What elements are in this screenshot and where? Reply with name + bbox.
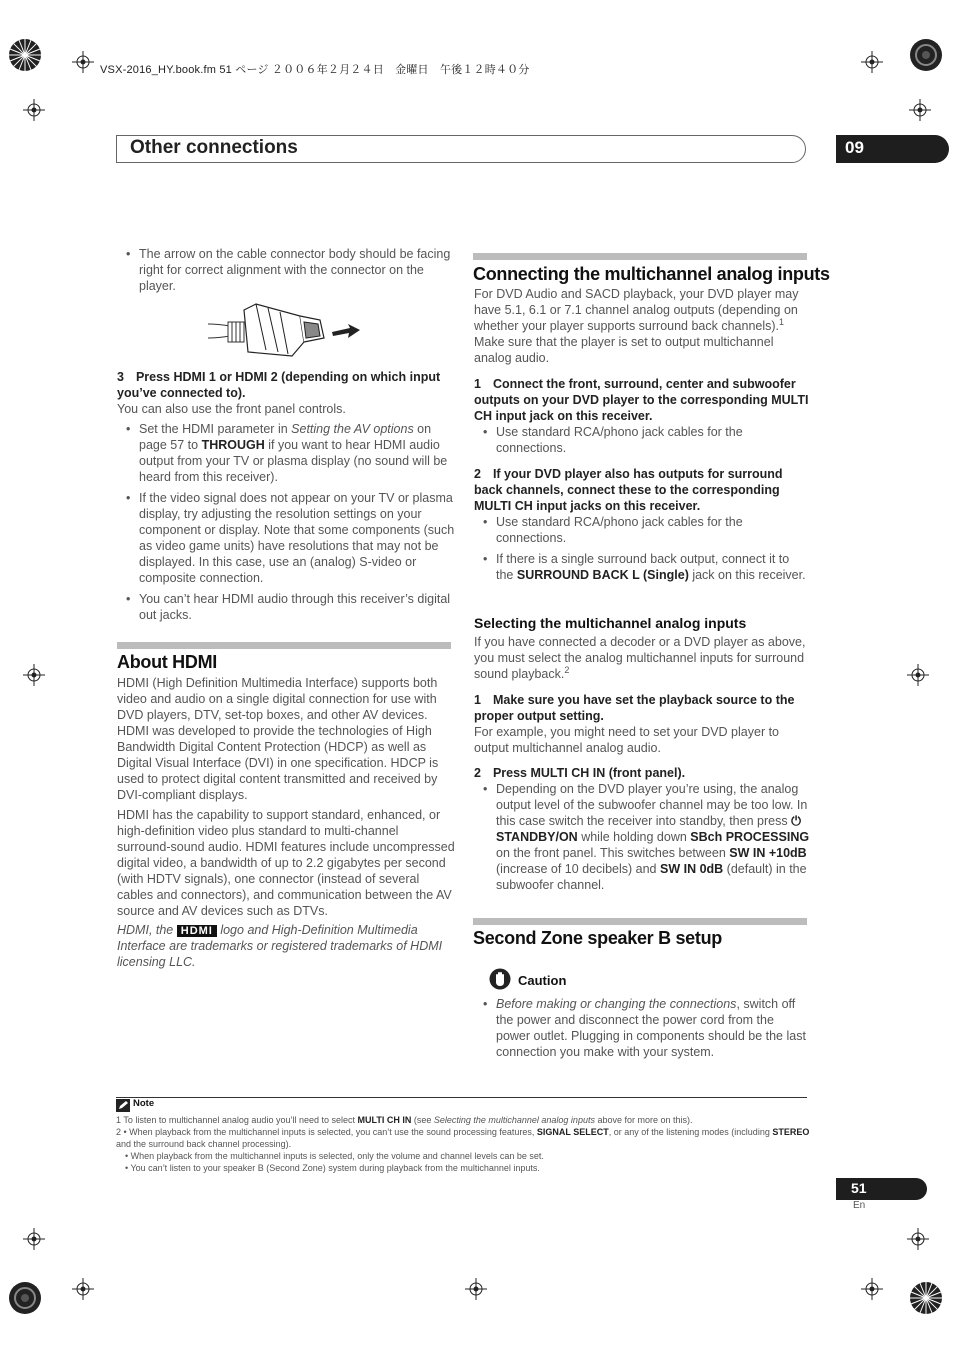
step-text: If your DVD player also has outputs for surround back channels, connect these to the corresponding MULTI CH input jacks on this receiver. bbox=[474, 467, 783, 513]
step-3-body: You can also use the front panel controls. bbox=[117, 402, 346, 416]
select-step-2 bbox=[474, 765, 810, 781]
text: For DVD Audio and SACD playback, your DVD player may have 5.1, 6.1 or 7.1 channel analog outputs (depending on whether your player supports surround back channels). bbox=[474, 287, 799, 333]
step-number: 1 bbox=[474, 377, 481, 391]
arrow-bullet: • The arrow on the cable connector body should be facing right for correct alignment with the connector on the player. bbox=[117, 246, 455, 294]
about-paragraph-1: HDMI (High Definition Multimedia Interface) supports both video and audio on a single digital connection for use with DVD players, DTV, set-top boxes, and other AV devices. HDMI was developed to provide the technologies of High Bandwidth Digital Content Protection (HDCP) as well as Digital Visual Interface (DVI) in one specification. HDCP is used to protect digital content transmitted and received by DVI-compliant displays. bbox=[117, 676, 439, 802]
step-number: 3 bbox=[117, 370, 124, 384]
caution-hand-icon bbox=[489, 968, 511, 990]
feature-name: STEREO bbox=[772, 1127, 810, 1137]
text: if you want to hear HDMI audio output from your TV or plasma display (no sound will be heard from this receiver). bbox=[139, 438, 448, 484]
selecting-heading: Selecting the multichannel analog inputs bbox=[474, 615, 747, 631]
caution-bullet bbox=[474, 996, 810, 1060]
text: (default) in the subwoofer channel. bbox=[496, 862, 807, 892]
step-number: 2 bbox=[474, 467, 481, 481]
page-number: 51 bbox=[851, 1180, 867, 1196]
crosshair-mark-icon bbox=[465, 1278, 487, 1300]
crosshair-mark-icon bbox=[909, 99, 931, 121]
registration-sunburst-icon bbox=[909, 1281, 943, 1315]
text: , switch off the power and disconnect the power cord from the power outlet. Plugging in components should be the last connection you make with your system. bbox=[496, 997, 806, 1059]
crosshair-mark-icon bbox=[72, 51, 94, 73]
hdmi-logo: HDMI bbox=[177, 925, 217, 937]
crosshair-mark-icon bbox=[861, 51, 883, 73]
caution-text bbox=[474, 996, 810, 1060]
select-step-1 bbox=[474, 692, 810, 724]
crosshair-mark-icon bbox=[861, 1278, 883, 1300]
section-rule bbox=[473, 253, 807, 260]
about-paragraph-2: HDMI has the capability to support standard, enhanced, or high-definition video plus standard to multi-channel surround-sound audio. HDMI features include uncompressed digital video, a bandwidth of up to 2.2 gigabytes per second (with HDTV signals), one connector (instead of several cables and connectors), and communication between the AV source and AV devices such as DTVs. bbox=[117, 808, 455, 918]
note-pencil-icon bbox=[116, 1099, 130, 1112]
note-label: Note bbox=[133, 1098, 155, 1109]
text: , or any of the listening modes (including bbox=[608, 1127, 773, 1137]
footnote-ref: 2 bbox=[564, 664, 570, 675]
footnotes bbox=[116, 1114, 816, 1174]
text: 2 • When playback from the multichannel inputs is selected, you can’t use the sound processing features, bbox=[116, 1127, 537, 1137]
select-step-1-body: For example, you might need to set your DVD player to output multichannel analog audio. bbox=[474, 725, 780, 755]
text: If you have connected a decoder or a DVD player as above, you must select the analog multichannel inputs for surround sound playback. bbox=[474, 635, 806, 681]
button-name: MULTI CH IN bbox=[357, 1115, 412, 1125]
select-step-2-bullet bbox=[474, 781, 810, 893]
text: on page 57 to bbox=[139, 422, 432, 452]
text: Depending on the DVD player you’re using, the analog output level of the subwoofer channel may be too low. In this case switch the receiver into standby, then press bbox=[496, 782, 808, 828]
step-text: Connect the front, surround, center and subwoofer outputs on your DVD player to the corresponding MULTI CH input jack on this receiver. bbox=[474, 377, 809, 423]
connecting-intro bbox=[474, 286, 810, 366]
footnote-ref: 1 bbox=[779, 316, 785, 327]
text: Set the HDMI parameter in bbox=[139, 422, 292, 436]
step-text: Make sure you have set the playback source to the proper output setting. bbox=[474, 693, 795, 723]
footnote-2-item-3: • You can’t listen to your speaker B (Second Zone) system during playback from the multichannel inputs. bbox=[125, 1163, 540, 1173]
jack-name: SURROUND BACK L (Single) bbox=[516, 568, 689, 582]
setting-name: SW IN +10dB bbox=[729, 846, 807, 860]
text: Make sure that the player is set to output multichannel analog audio. bbox=[474, 335, 774, 365]
crosshair-mark-icon bbox=[907, 1228, 929, 1250]
note-divider bbox=[116, 1097, 807, 1098]
text: (increase of 10 decibels) and bbox=[496, 862, 660, 876]
text: and the surround back channel processing). bbox=[116, 1139, 292, 1149]
button-name: SBch PROCESSING bbox=[690, 830, 810, 844]
step-2-bullet-1: • Use standard RCA/phono jack cables for the connections. bbox=[474, 514, 810, 546]
crosshair-mark-icon bbox=[23, 99, 45, 121]
text: logo and High-Definition Multimedia Interface are trademarks or registered trademarks of HDMI licensing LLC. bbox=[117, 923, 443, 969]
text: above for more on this). bbox=[594, 1115, 693, 1125]
step-1 bbox=[474, 376, 810, 424]
text: If there is a single surround back output, connect it to the bbox=[496, 552, 790, 582]
step-number: 1 bbox=[474, 693, 481, 707]
step-text: Press MULTI CH IN (front panel). bbox=[492, 766, 686, 780]
video-signal-bullet: • If the video signal does not appear on your TV or plasma display, try adjusting the resolution settings on your component or display. Note that some components (such as video game units) have resolutions that may not be displayed. In this case, use an (analog) S-video or composite connection. bbox=[117, 490, 455, 586]
reference-italic: Selecting the multichannel analog inputs bbox=[433, 1115, 595, 1125]
crosshair-mark-icon bbox=[23, 664, 45, 686]
step-number: 2 bbox=[474, 766, 481, 780]
crosshair-mark-icon bbox=[907, 664, 929, 686]
file-header: VSX-2016_HY.book.fm 51 ページ ２００６年２月２４日 金曜日 午後１２時４０分 bbox=[100, 64, 530, 76]
about-hdmi-heading: About HDMI bbox=[117, 652, 217, 672]
trademark-note bbox=[117, 922, 455, 970]
text: while holding down bbox=[577, 830, 691, 844]
feature-name: SIGNAL SELECT bbox=[536, 1127, 609, 1137]
left-column-top bbox=[117, 246, 455, 294]
selecting-text bbox=[474, 634, 810, 893]
registration-sunburst-icon bbox=[8, 38, 42, 72]
crosshair-mark-icon bbox=[23, 1228, 45, 1250]
footnote-2-item-2: • When playback from the multichannel inputs is selected, only the volume and channel levels can be set. bbox=[125, 1151, 544, 1161]
setting-name: THROUGH bbox=[201, 438, 265, 452]
reference-italic: Setting the AV options bbox=[291, 422, 414, 436]
caution-italic: Before making or changing the connections bbox=[496, 997, 737, 1011]
footnote-1 bbox=[116, 1114, 816, 1126]
text: on the front panel. This switches between bbox=[496, 846, 730, 860]
hdmi-connector-illustration bbox=[208, 302, 362, 360]
hdmi-audio-bullet: • You can’t hear HDMI audio through this receiver’s digital out jacks. bbox=[117, 591, 455, 623]
section-rule bbox=[473, 918, 807, 925]
section-rule bbox=[117, 642, 451, 649]
text: (see bbox=[411, 1115, 434, 1125]
second-zone-heading: Second Zone speaker B setup bbox=[473, 928, 722, 948]
step-3 bbox=[117, 369, 455, 401]
step-1-bullet: • Use standard RCA/phono jack cables for the connections. bbox=[474, 424, 810, 456]
crosshair-mark-icon bbox=[72, 1278, 94, 1300]
selecting-intro bbox=[474, 634, 810, 682]
step-text: Press HDMI 1 or HDMI 2 (depending on which input you’ve connected to). bbox=[117, 370, 441, 400]
caution-label: Caution bbox=[518, 973, 567, 988]
chapter-number: 09 bbox=[845, 138, 864, 157]
left-column-body bbox=[117, 369, 455, 623]
about-hdmi-text bbox=[117, 675, 455, 970]
setting-name: SW IN 0dB bbox=[659, 862, 724, 876]
hdmi-parameter-bullet bbox=[117, 421, 455, 485]
connecting-heading: Connecting the multichannel analog inputs bbox=[473, 264, 830, 284]
registration-sunburst-icon bbox=[909, 38, 943, 72]
footnote-2 bbox=[116, 1126, 816, 1150]
registration-sunburst-icon bbox=[8, 1281, 42, 1315]
step-2-bullet-2 bbox=[474, 551, 810, 583]
language-code: En bbox=[853, 1200, 866, 1211]
button-name: ⏻ STANDBY/ON bbox=[496, 814, 801, 844]
page-tab bbox=[836, 1178, 927, 1200]
text: HDMI, the bbox=[117, 923, 177, 937]
step-2 bbox=[474, 466, 810, 514]
text: 1 To listen to multichannel analog audio you’ll need to select bbox=[116, 1115, 358, 1125]
page-title: Other connections bbox=[130, 137, 298, 158]
text: jack on this receiver. bbox=[688, 568, 806, 582]
connecting-text bbox=[474, 286, 810, 583]
